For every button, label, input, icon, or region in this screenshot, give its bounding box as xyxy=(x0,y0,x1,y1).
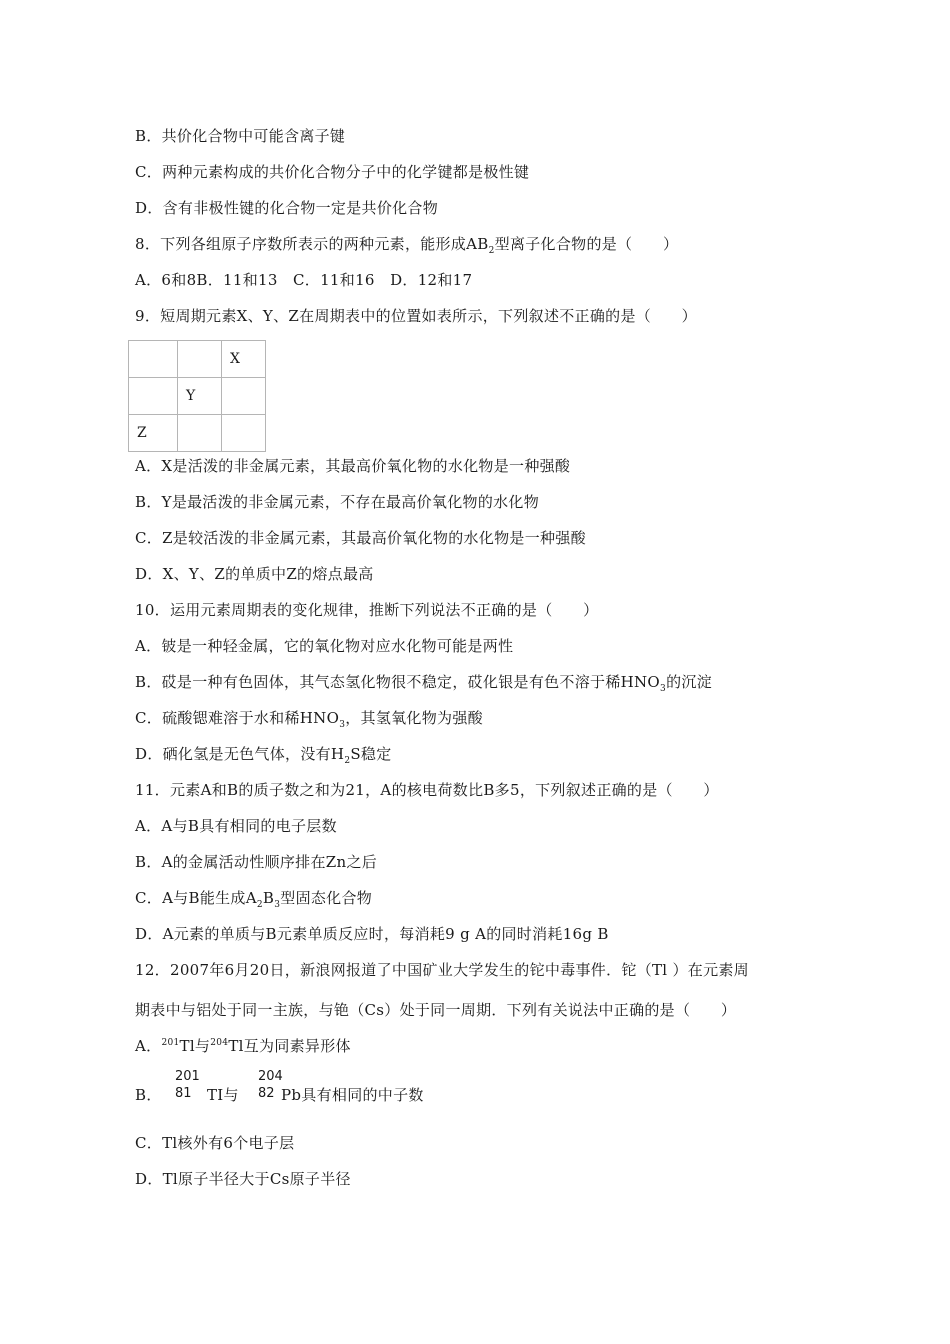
line-option-c: C．两种元素构成的共价化合物分子中的化学键都是极性键 xyxy=(135,163,530,181)
question-11-option-a: A．A与B具有相同的电子层数 xyxy=(135,817,337,835)
question-12-line-2: 期表中与铝处于同一主族，与铯（Cs）处于同一周期．下列有关说法中正确的是（ ） xyxy=(135,1001,737,1019)
question-8: 8．下列各组原子序数所表示的两种元素，能形成$AB_2$型离子化合物的是（ ） xyxy=(135,235,679,256)
question-9-option-a: A．X是活泼的非金属元素，其最高价氧化物的水化物是一种强酸 xyxy=(135,457,571,475)
question-12-option-c: C．Tl核外有6个电子层 xyxy=(135,1134,295,1152)
isotope-mass-number: 201 xyxy=(175,1069,200,1084)
question-9-option-b: B．Y是最活泼的非金属元素，不存在最高价氧化物的水化物 xyxy=(135,493,540,511)
table-cell xyxy=(129,378,178,415)
question-11-option-d: D．A元素的单质与B元素单质反应时，每消耗9 g A的同时消耗16g B xyxy=(135,925,609,943)
question-10-option-b: B．砹是一种有色固体，其气态氢化物很不稳定，砹化银是有色不溶于稀$HNO_3$的沉淀 xyxy=(135,673,712,694)
question-9-option-d: D．X、Y、Z的单质中Z的熔点最高 xyxy=(135,565,374,583)
question-10-option-d: D．硒化氢是无色气体，没有$H_2S$稳定 xyxy=(135,745,392,766)
question-12-option-b-text: Pb具有相同的中子数 xyxy=(281,1086,424,1104)
question-11: 11．元素A和B的质子数之和为21，A的核电荷数比B多5，下列叙述正确的是（ ） xyxy=(135,781,719,799)
isotope-symbol: TI与 xyxy=(207,1086,239,1104)
question-11-option-b: B．A的金属活动性顺序排在Zn之后 xyxy=(135,853,378,871)
periodic-table-excerpt xyxy=(128,340,266,452)
question-10-option-c: C．硫酸锶难溶于水和稀$HNO_3$，其氢氧化物为强酸 xyxy=(135,709,483,730)
question-12-line-1: 12．2007年6月20日，新浪网报道了中国矿业大学发生的铊中毒事件．铊（Tl ）在元素周 xyxy=(135,961,749,979)
question-11-option-c: C．A与B能生成$A_2B_3$型固态化合物 xyxy=(135,889,373,910)
question-10-option-a: A．铍是一种轻金属，它的氧化物对应水化物可能是两性 xyxy=(135,637,514,655)
line-option-b: B．共价化合物中可能含离子键 xyxy=(135,127,346,145)
isotope-mass-number: 204 xyxy=(258,1069,283,1084)
line-option-d: D．含有非极性键的化合物一定是共价化合物 xyxy=(135,199,439,217)
question-8-options: A．6和8B．11和13 C．11和16 D．12和17 xyxy=(135,271,473,289)
question-12-option-b-label: B． xyxy=(135,1086,162,1104)
table-cell: Z xyxy=(129,415,178,452)
question-10: 10．运用元素周期表的变化规律，推断下列说法不正确的是（ ） xyxy=(135,601,599,619)
question-12-option-d: D．Tl原子半径大于Cs原子半径 xyxy=(135,1170,351,1188)
table-cell xyxy=(222,378,266,415)
question-9-option-c: C．Z是较活泼的非金属元素，其最高价氧化物的水化物是一种强酸 xyxy=(135,529,586,547)
table-cell: Y xyxy=(178,378,222,415)
table-cell xyxy=(222,415,266,452)
question-12-option-a: A．$^{201}$Tl与$^{204}$Tl互为同素异形体 xyxy=(135,1037,351,1055)
isotope-atomic-number: 82 xyxy=(258,1086,275,1101)
table-cell xyxy=(178,341,222,378)
question-9: 9．短周期元素X、Y、Z在周期表中的位置如表所示，下列叙述不正确的是（ ） xyxy=(135,307,697,325)
isotope-atomic-number: 81 xyxy=(175,1086,192,1101)
table-cell xyxy=(129,341,178,378)
table-cell xyxy=(178,415,222,452)
table-cell: X xyxy=(222,341,266,378)
